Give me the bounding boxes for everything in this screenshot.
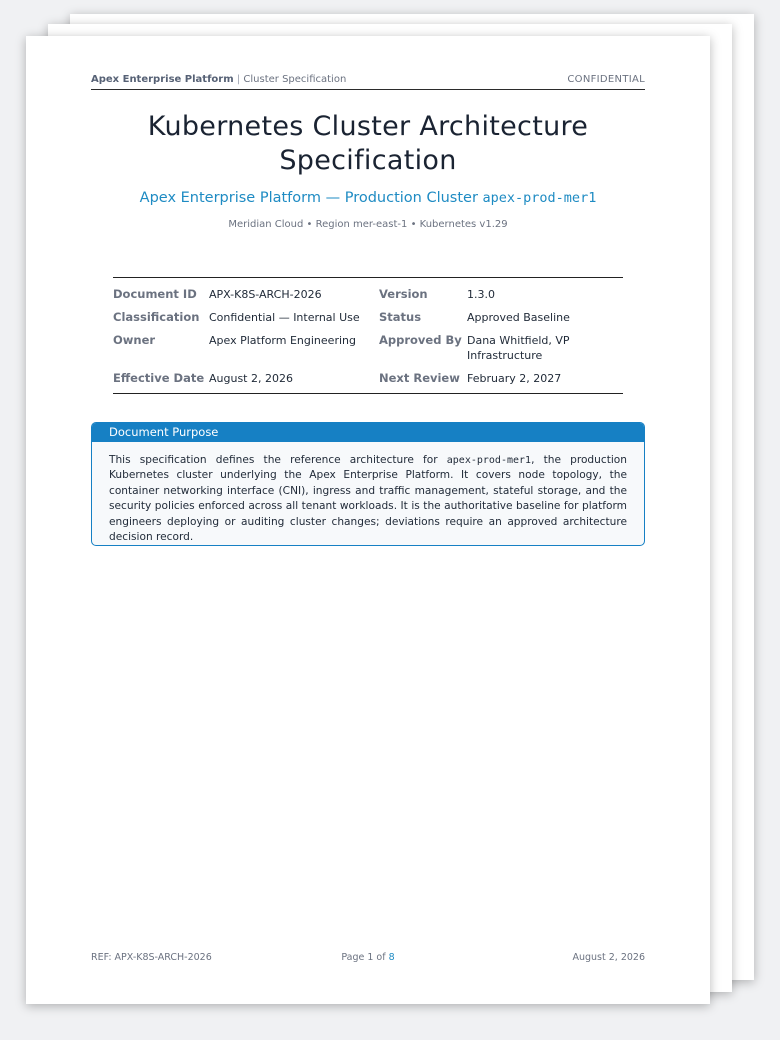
metadata-row xyxy=(113,306,623,329)
purpose-cluster-code: apex-prod-mer1 xyxy=(446,455,532,466)
footer-reference: REF: APX-K8S-ARCH-2026 xyxy=(91,952,212,963)
document-purpose-box xyxy=(91,422,645,546)
subtitle-prefix: Apex Enterprise Platform — Production Cluster xyxy=(139,190,478,206)
metadata-value: August 2, 2026 xyxy=(209,372,293,385)
purpose-box-title: Document Purpose xyxy=(92,423,644,442)
document-subtitle xyxy=(91,190,645,206)
purpose-text-after: , the production Kubernetes cluster underlying the Apex Enterprise Platform. It covers node topology, the container networking interface (CNI), ingress and traffic management, stateful storage, and the security policies enforced across all tenant workloads. It is the authoritative baseline for platform engineers deploying or auditing cluster changes; deviations require an approved architecture decision record. xyxy=(109,454,627,544)
metadata-key: Approved By xyxy=(379,333,462,347)
metadata-key: Effective Date xyxy=(113,371,205,385)
metadata-value: Dana Whitfield, VP Infrastructure xyxy=(467,334,570,362)
footer-page-number xyxy=(91,952,645,963)
footer-date: August 2, 2026 xyxy=(572,952,645,963)
metadata-value: APX-K8S-ARCH-2026 xyxy=(209,288,322,301)
header-separator: | xyxy=(236,74,241,85)
metadata-table xyxy=(113,277,623,394)
metadata-key: Owner xyxy=(113,333,156,347)
page-footer xyxy=(91,952,645,966)
metadata-key: Next Review xyxy=(379,371,460,385)
purpose-text-before: This specification defines the reference architecture for xyxy=(109,454,447,466)
metadata-value: Confidential — Internal Use xyxy=(209,311,360,324)
metadata-value: Apex Platform Engineering xyxy=(209,334,356,347)
header-section: Cluster Specification xyxy=(243,74,347,85)
metadata-row xyxy=(113,329,623,367)
metadata-key: Status xyxy=(379,310,422,324)
header-left xyxy=(91,74,346,85)
metadata-row xyxy=(113,367,623,393)
metadata-key: Classification xyxy=(113,310,200,324)
footer-page-prefix: Page 1 of xyxy=(341,952,386,963)
title-line-2: Specification xyxy=(279,145,457,176)
metadata-value: February 2, 2027 xyxy=(467,372,562,385)
header-classification: CONFIDENTIAL xyxy=(567,74,645,85)
header-org: Apex Enterprise Platform xyxy=(91,74,234,85)
title-line-1: Kubernetes Cluster Architecture xyxy=(147,111,589,142)
footer-page-total: 8 xyxy=(388,952,395,963)
document-title xyxy=(91,110,645,178)
document-page xyxy=(26,36,710,1004)
subtitle-cluster: apex-prod-mer1 xyxy=(482,190,597,206)
purpose-box-text xyxy=(92,442,644,545)
platform-meta-line: Meridian Cloud • Region mer-east-1 • Kubernetes v1.29 xyxy=(228,219,508,230)
metadata-value: 1.3.0 xyxy=(467,288,495,301)
running-header xyxy=(91,73,645,90)
metadata-key: Version xyxy=(379,287,428,301)
metadata-value: Approved Baseline xyxy=(467,311,570,324)
metadata-key: Document ID xyxy=(113,287,197,301)
metadata-row xyxy=(113,278,623,306)
